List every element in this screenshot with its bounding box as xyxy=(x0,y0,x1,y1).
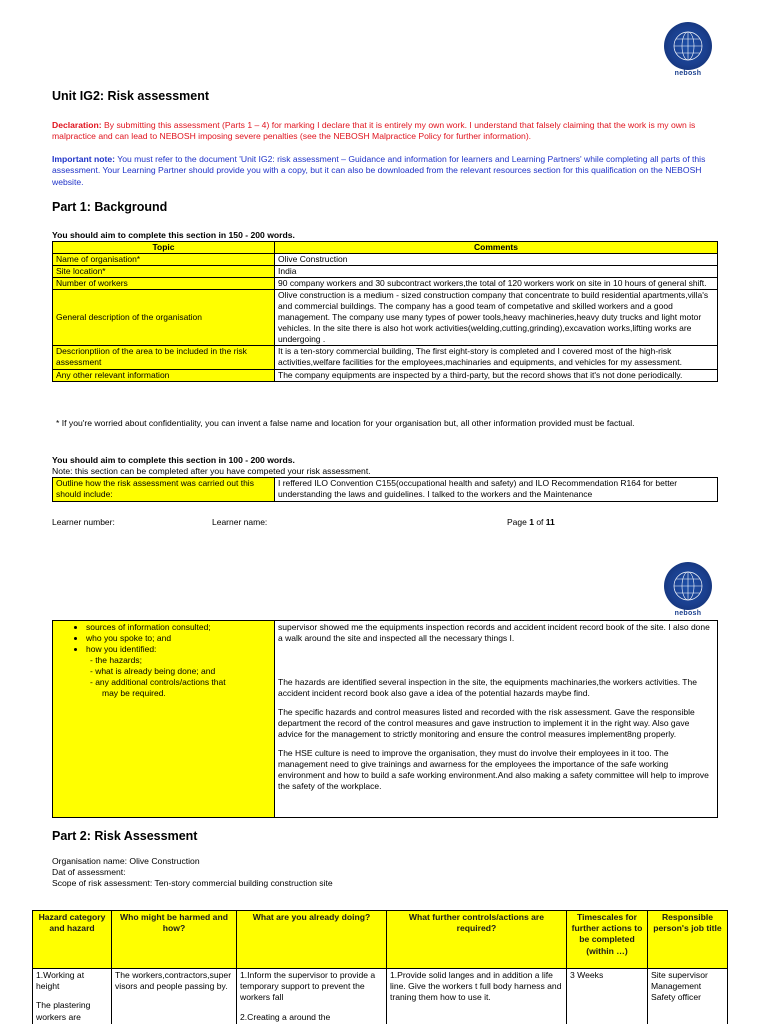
declaration-label: Declaration: xyxy=(52,120,102,130)
doing-item: 2.Creating a around the xyxy=(240,1011,331,1022)
further-cell: 1.Provide solid langes and in addition a life line. Give the workers t full body harness and traning them how to use it. xyxy=(387,969,567,1024)
col-timescale: Timescales for further actions to be completed (within …) xyxy=(567,911,648,969)
comment-cell: It is a ten-story commercial building, The first eight-story is completed and I covered most of the high-risk activities,welfare facilities for the employees,machinaries and equipments, and vehicles for my assessment. xyxy=(275,346,718,369)
risk-assessment-table xyxy=(32,910,728,1024)
comment-cell: Olive Construction xyxy=(275,254,718,266)
hazard-title: 1.Working at height xyxy=(36,970,85,992)
nebosh-logo-top xyxy=(664,22,712,79)
comment-cell: Olive construction is a medium - sized construction company that concentrate to build residential apartments,villa's and commercial buildings. The company has a good team of competative and skilled workers and a good management. The company use many types of power tools,heavy machineries,heavy duty trucks and light motor vehicles. In the site there is also hot work activities(welding,cutting,grinding),excavation works,lifting works are undergoing . xyxy=(275,290,718,346)
table-row xyxy=(53,369,718,381)
note-text: You must refer to the document 'Unit IG2: risk assessment – Guidance and information for learners and Learning Partners' while completing all parts of this assessment. Your Learning Partner should provide you with a copy, but it can also be downloaded from the relevant resources section for this qualification on the NEBOSH website. xyxy=(52,154,706,187)
page-total: 11 xyxy=(545,517,555,527)
table-row xyxy=(53,346,718,369)
topic-cell: Descrionptiion of the area to be included in the risk assessment xyxy=(53,346,275,369)
table-row xyxy=(53,621,718,818)
logo-text: nebosh xyxy=(674,70,702,77)
table-header-row xyxy=(33,911,728,969)
sub-item: - what is already being done; and xyxy=(90,666,216,677)
col-comments: Comments xyxy=(275,242,718,254)
method-text-cell: I reffered ILO Convention C155(occupational health and safety) and ILO Recommendation R164 for better understanding the laws and guidelines. I talked to the workers and the Maintenance xyxy=(275,478,718,502)
method-answer-cell xyxy=(275,621,718,818)
assessment-scope: Scope of risk assessment: Ten-story commercial building construction site xyxy=(52,878,333,888)
col-doing: What are you already doing? xyxy=(237,911,387,969)
important-note xyxy=(52,154,720,188)
sub-item: - the hazards; xyxy=(90,655,142,666)
topic-cell: Name of organisation* xyxy=(53,254,275,266)
page-current: 1 xyxy=(529,517,534,527)
part1-heading: Part 1: Background xyxy=(52,200,168,214)
sub-item: - any additional controls/actions that xyxy=(90,677,226,688)
logo-text: nebosh xyxy=(674,610,702,617)
method-table-top xyxy=(52,477,718,502)
page-number xyxy=(507,517,555,528)
method-table-continued xyxy=(52,620,718,818)
learner-number-label: Learner number: xyxy=(52,517,115,527)
responsible-cell: Site supervisor Management Safety officer xyxy=(648,969,728,1024)
hazard-cell xyxy=(33,969,112,1024)
answer-paragraph: The specific hazards and control measures listed and recorded with the risk assessment. Gave the responsible department the record of the control measures and gave instruction to implement it in the right way. Also gave advice for the management to strictly monitoring and ensure the control measures implement8ng properly. xyxy=(278,707,695,740)
comment-cell: 90 company workers and 30 subcontract workers,the total of 120 workers work on site in 10 hours of general shift. xyxy=(275,278,718,290)
background-table xyxy=(52,241,718,382)
comment-cell: India xyxy=(275,266,718,278)
globe-logo-icon xyxy=(664,22,712,70)
timescale-cell: 3 Weeks xyxy=(567,969,648,1024)
globe-logo-icon xyxy=(664,562,712,610)
aim-instruction-2: You should aim to complete this section in 100 - 200 words. xyxy=(52,455,295,465)
comment-cell: The company equipments are inspected by a third-party, but the record shows that it's not done periodically. xyxy=(275,369,718,381)
col-topic: Topic xyxy=(53,242,275,254)
nebosh-logo-second xyxy=(664,562,712,619)
col-hazard: Hazard category and hazard xyxy=(33,911,112,969)
list-item: • who you spoke to; and xyxy=(86,633,271,644)
list-item: • how you identified: xyxy=(86,644,271,655)
col-who: Who might be harmed and how? xyxy=(112,911,237,969)
learner-name-label: Learner name: xyxy=(212,517,268,527)
table-row xyxy=(33,969,728,1024)
topic-cell: Number of workers xyxy=(53,278,275,290)
table-row xyxy=(53,290,718,346)
topic-cell: General description of the organisation xyxy=(53,290,275,346)
sub-item-cont: may be required. xyxy=(102,688,166,699)
page-title: Unit IG2: Risk assessment xyxy=(52,89,210,103)
method-guidance-cell xyxy=(53,621,275,818)
declaration xyxy=(52,120,720,143)
answer-paragraph: The HSE culture is need to improve the organisation, they must do involve their employees in it too. The management need to give trainings and awarness for the employees the importance of the safe working environment and how to build a safe working environment.And also making a safety committee will help to improve the safety of the workplace. xyxy=(278,748,709,792)
guidance-list xyxy=(56,622,271,655)
organisation-name: Organisation name: Olive Construction xyxy=(52,856,200,866)
doing-item: 1.Inform the supervisor to provide a temporary support to prevent the workers fall xyxy=(240,970,376,1003)
hazard-detail: The plastering workers are xyxy=(36,1000,91,1022)
aim-instruction-1: You should aim to complete this section in 150 - 200 words. xyxy=(52,230,295,240)
topic-cell: Site location* xyxy=(53,266,275,278)
doing-cell xyxy=(237,969,387,1024)
assessment-date: Dat of assessment: xyxy=(52,867,126,877)
table-row xyxy=(53,278,718,290)
answer-paragraph: supervisor showed me the equipments inspection records and accident incident record book of the site. I also done a walk around the site and inspected all the necessary things I. xyxy=(278,622,710,644)
list-item: • sources of information consulted; xyxy=(86,622,271,633)
answer-paragraph: The hazards are identified several inspection in the site, the equipments machinaries,the workers activities. The accident incident record book also gave a idea of the potential hazards maybe find. xyxy=(278,677,697,699)
table-row xyxy=(53,478,718,502)
topic-cell: Any other relevant information xyxy=(53,369,275,381)
page-prefix: Page xyxy=(507,517,530,527)
table-row xyxy=(53,266,718,278)
confidentiality-note: * If you're worried about confidentiality, you can invent a false name and location for your organisation but, all other information provided must be factual. xyxy=(56,418,635,428)
part2-heading: Part 2: Risk Assessment xyxy=(52,829,198,843)
col-further: What further controls/actions are required? xyxy=(387,911,567,969)
page-of: of xyxy=(533,517,546,527)
col-responsible: Responsible person's job title xyxy=(648,911,728,969)
note-label: Important note: xyxy=(52,154,116,164)
completion-note: Note: this section can be completed after you have competed your risk assessment. xyxy=(52,466,371,476)
table-header-row xyxy=(53,242,718,254)
table-row xyxy=(53,254,718,266)
method-label-cell: Outline how the risk assessment was carried out this should include: xyxy=(53,478,275,502)
declaration-text: By submitting this assessment (Parts 1 – 4) for marking I declare that it is entirely my own work. I understand that falsely claiming that the work is my own is malpractice and can lead to NEBOSH imposing severe penalties (see the NEBOSH Malpractice Policy for further information). xyxy=(52,120,696,142)
who-cell: The workers,contractors,super visors and people passing by. xyxy=(112,969,237,1024)
